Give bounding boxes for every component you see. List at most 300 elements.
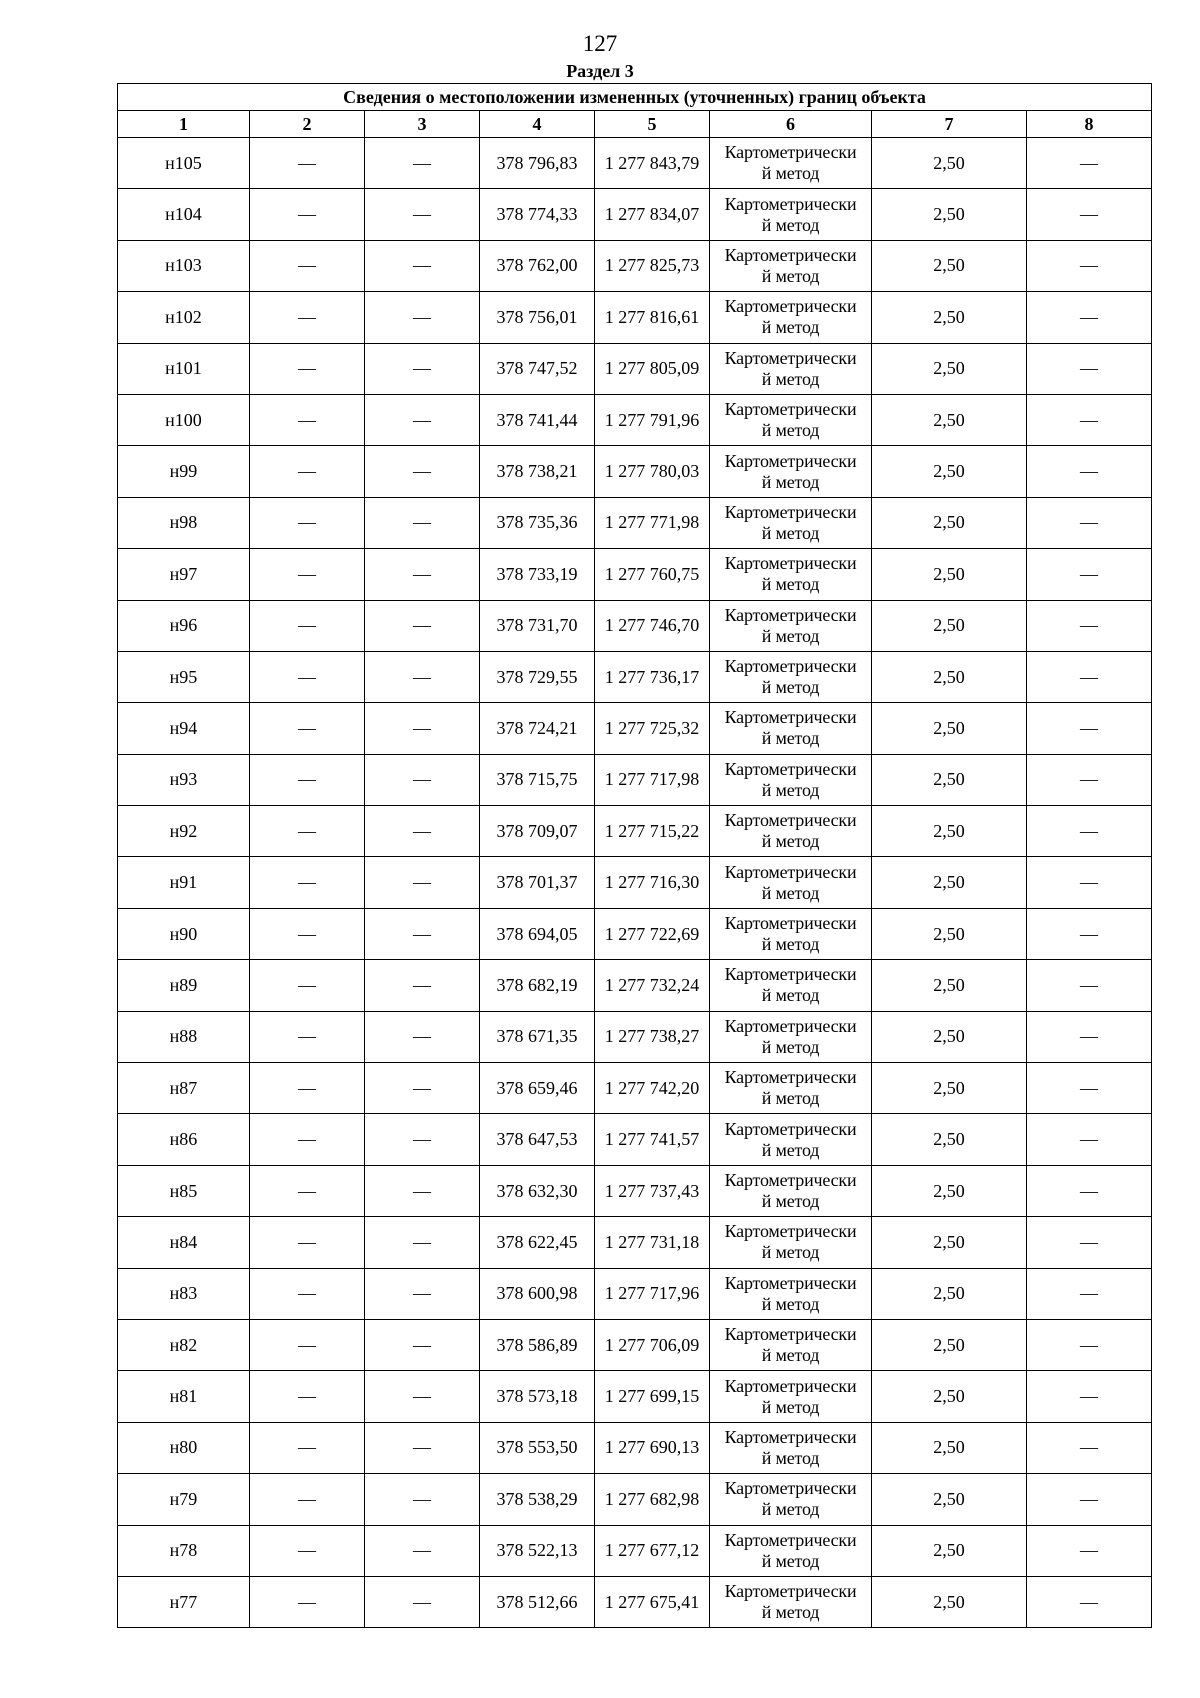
accuracy-cell: 2,50 <box>872 549 1027 600</box>
column-3-cell: — <box>365 1422 480 1473</box>
method-cell <box>710 857 872 908</box>
table-row <box>118 857 1152 908</box>
method-line-2: й метод <box>761 420 820 441</box>
method-cell <box>710 754 872 805</box>
accuracy-cell: 2,50 <box>872 600 1027 651</box>
column-3-cell: — <box>365 1474 480 1525</box>
x-coordinate-cell: 378 733,19 <box>480 549 595 600</box>
column-2-cell: — <box>250 292 365 343</box>
table-row <box>118 1319 1152 1370</box>
column-8-cell: — <box>1027 1371 1152 1422</box>
accuracy-cell: 2,50 <box>872 703 1027 754</box>
column-number-5: 5 <box>595 111 710 138</box>
x-coordinate-cell: 378 735,36 <box>480 497 595 548</box>
accuracy-cell: 2,50 <box>872 1114 1027 1165</box>
method-line-1: Картометрически <box>724 1067 857 1088</box>
method-line-2: й метод <box>761 471 820 492</box>
column-8-cell: — <box>1027 960 1152 1011</box>
point-cell: н77 <box>118 1576 250 1627</box>
column-8-cell: — <box>1027 806 1152 857</box>
accuracy-cell: 2,50 <box>872 1576 1027 1627</box>
x-coordinate-cell: 378 682,19 <box>480 960 595 1011</box>
column-number-4: 4 <box>480 111 595 138</box>
y-coordinate-cell: 1 277 843,79 <box>595 138 710 189</box>
x-coordinate-cell: 378 586,89 <box>480 1319 595 1370</box>
table-row <box>118 189 1152 240</box>
point-cell: н83 <box>118 1268 250 1319</box>
accuracy-cell: 2,50 <box>872 240 1027 291</box>
column-2-cell: — <box>250 497 365 548</box>
column-2-cell: — <box>250 1268 365 1319</box>
column-8-cell: — <box>1027 189 1152 240</box>
y-coordinate-cell: 1 277 699,15 <box>595 1371 710 1422</box>
method-cell <box>710 1422 872 1473</box>
table-caption: Сведения о местоположении измененных (уточненных) границ объекта <box>118 84 1152 111</box>
column-2-cell: — <box>250 1474 365 1525</box>
point-cell: н104 <box>118 189 250 240</box>
method-cell <box>710 1165 872 1216</box>
method-cell <box>710 1217 872 1268</box>
table-row <box>118 1268 1152 1319</box>
method-line-1: Картометрически <box>724 810 857 831</box>
x-coordinate-cell: 378 553,50 <box>480 1422 595 1473</box>
table-row <box>118 138 1152 189</box>
y-coordinate-cell: 1 277 706,09 <box>595 1319 710 1370</box>
x-coordinate-cell: 378 747,52 <box>480 343 595 394</box>
method-line-1: Картометрически <box>724 964 857 985</box>
y-coordinate-cell: 1 277 690,13 <box>595 1422 710 1473</box>
table-row <box>118 394 1152 445</box>
column-3-cell: — <box>365 343 480 394</box>
method-cell <box>710 1063 872 1114</box>
column-3-cell: — <box>365 806 480 857</box>
table-row <box>118 754 1152 805</box>
accuracy-cell: 2,50 <box>872 343 1027 394</box>
y-coordinate-cell: 1 277 716,30 <box>595 857 710 908</box>
y-coordinate-cell: 1 277 675,41 <box>595 1576 710 1627</box>
accuracy-cell: 2,50 <box>872 908 1027 959</box>
column-2-cell: — <box>250 1165 365 1216</box>
column-number-row <box>118 111 1152 138</box>
column-2-cell: — <box>250 1011 365 1062</box>
point-cell: н98 <box>118 497 250 548</box>
method-line-1: Картометрически <box>724 707 857 728</box>
method-line-2: й метод <box>761 779 820 800</box>
column-8-cell: — <box>1027 394 1152 445</box>
column-2-cell: — <box>250 1371 365 1422</box>
table-row <box>118 1474 1152 1525</box>
method-line-1: Картометрически <box>724 1221 857 1242</box>
y-coordinate-cell: 1 277 682,98 <box>595 1474 710 1525</box>
x-coordinate-cell: 378 522,13 <box>480 1525 595 1576</box>
column-2-cell: — <box>250 1319 365 1370</box>
method-line-2: й метод <box>761 831 820 852</box>
table-row <box>118 1165 1152 1216</box>
column-2-cell: — <box>250 240 365 291</box>
method-cell <box>710 1268 872 1319</box>
method-line-1: Картометрически <box>724 296 857 317</box>
column-8-cell: — <box>1027 1114 1152 1165</box>
method-cell <box>710 1525 872 1576</box>
y-coordinate-cell: 1 277 717,98 <box>595 754 710 805</box>
method-line-2: й метод <box>761 214 820 235</box>
column-8-cell: — <box>1027 1063 1152 1114</box>
column-8-cell: — <box>1027 292 1152 343</box>
point-cell: н85 <box>118 1165 250 1216</box>
point-cell: н96 <box>118 600 250 651</box>
column-3-cell: — <box>365 1217 480 1268</box>
column-3-cell: — <box>365 292 480 343</box>
y-coordinate-cell: 1 277 737,43 <box>595 1165 710 1216</box>
column-2-cell: — <box>250 960 365 1011</box>
coordinates-table <box>117 83 1152 1628</box>
method-line-2: й метод <box>761 574 820 595</box>
x-coordinate-cell: 378 741,44 <box>480 394 595 445</box>
method-cell <box>710 497 872 548</box>
column-3-cell: — <box>365 651 480 702</box>
column-3-cell: — <box>365 1525 480 1576</box>
column-3-cell: — <box>365 240 480 291</box>
method-cell <box>710 1319 872 1370</box>
point-cell: н102 <box>118 292 250 343</box>
column-3-cell: — <box>365 1011 480 1062</box>
method-line-2: й метод <box>761 317 820 338</box>
column-2-cell: — <box>250 138 365 189</box>
column-number-2: 2 <box>250 111 365 138</box>
y-coordinate-cell: 1 277 791,96 <box>595 394 710 445</box>
point-cell: н89 <box>118 960 250 1011</box>
point-cell: н105 <box>118 138 250 189</box>
column-2-cell: — <box>250 1114 365 1165</box>
x-coordinate-cell: 378 622,45 <box>480 1217 595 1268</box>
method-line-2: й метод <box>761 728 820 749</box>
column-8-cell: — <box>1027 549 1152 600</box>
column-3-cell: — <box>365 394 480 445</box>
column-2-cell: — <box>250 806 365 857</box>
column-number-1: 1 <box>118 111 250 138</box>
x-coordinate-cell: 378 729,55 <box>480 651 595 702</box>
y-coordinate-cell: 1 277 725,32 <box>595 703 710 754</box>
table-row <box>118 549 1152 600</box>
column-3-cell: — <box>365 1165 480 1216</box>
method-line-2: й метод <box>761 1139 820 1160</box>
column-number-3: 3 <box>365 111 480 138</box>
column-8-cell: — <box>1027 1474 1152 1525</box>
method-line-2: й метод <box>761 265 820 286</box>
point-cell: н82 <box>118 1319 250 1370</box>
method-line-1: Картометрически <box>724 913 857 934</box>
x-coordinate-cell: 378 671,35 <box>480 1011 595 1062</box>
accuracy-cell: 2,50 <box>872 446 1027 497</box>
table-row <box>118 1371 1152 1422</box>
column-8-cell: — <box>1027 1422 1152 1473</box>
table-row <box>118 1114 1152 1165</box>
method-line-2: й метод <box>761 625 820 646</box>
method-line-2: й метод <box>761 1345 820 1366</box>
method-cell <box>710 446 872 497</box>
y-coordinate-cell: 1 277 760,75 <box>595 549 710 600</box>
column-3-cell: — <box>365 908 480 959</box>
method-cell <box>710 549 872 600</box>
method-cell <box>710 703 872 754</box>
accuracy-cell: 2,50 <box>872 1063 1027 1114</box>
method-line-1: Картометрически <box>724 142 857 163</box>
method-line-2: й метод <box>761 1396 820 1417</box>
column-2-cell: — <box>250 394 365 445</box>
column-3-cell: — <box>365 446 480 497</box>
accuracy-cell: 2,50 <box>872 1217 1027 1268</box>
x-coordinate-cell: 378 724,21 <box>480 703 595 754</box>
method-line-2: й метод <box>761 1293 820 1314</box>
column-number-7: 7 <box>872 111 1027 138</box>
column-8-cell: — <box>1027 1268 1152 1319</box>
column-3-cell: — <box>365 1319 480 1370</box>
method-line-1: Картометрически <box>724 193 857 214</box>
method-cell <box>710 1576 872 1627</box>
y-coordinate-cell: 1 277 741,57 <box>595 1114 710 1165</box>
y-coordinate-cell: 1 277 731,18 <box>595 1217 710 1268</box>
column-8-cell: — <box>1027 1525 1152 1576</box>
point-cell: н94 <box>118 703 250 754</box>
point-cell: н81 <box>118 1371 250 1422</box>
x-coordinate-cell: 378 731,70 <box>480 600 595 651</box>
table-row <box>118 446 1152 497</box>
accuracy-cell: 2,50 <box>872 1525 1027 1576</box>
accuracy-cell: 2,50 <box>872 1165 1027 1216</box>
column-3-cell: — <box>365 960 480 1011</box>
method-line-1: Картометрически <box>724 399 857 420</box>
table-row <box>118 1422 1152 1473</box>
table-row <box>118 651 1152 702</box>
column-3-cell: — <box>365 138 480 189</box>
column-2-cell: — <box>250 908 365 959</box>
column-2-cell: — <box>250 1576 365 1627</box>
method-line-2: й метод <box>761 1602 820 1623</box>
accuracy-cell: 2,50 <box>872 857 1027 908</box>
column-3-cell: — <box>365 497 480 548</box>
accuracy-cell: 2,50 <box>872 394 1027 445</box>
column-3-cell: — <box>365 1576 480 1627</box>
accuracy-cell: 2,50 <box>872 651 1027 702</box>
y-coordinate-cell: 1 277 746,70 <box>595 600 710 651</box>
point-cell: н78 <box>118 1525 250 1576</box>
column-3-cell: — <box>365 1268 480 1319</box>
method-line-1: Картометрически <box>724 1324 857 1345</box>
method-line-1: Картометрически <box>724 1426 857 1447</box>
x-coordinate-cell: 378 573,18 <box>480 1371 595 1422</box>
y-coordinate-cell: 1 277 715,22 <box>595 806 710 857</box>
method-cell <box>710 240 872 291</box>
column-2-cell: — <box>250 651 365 702</box>
column-2-cell: — <box>250 446 365 497</box>
accuracy-cell: 2,50 <box>872 806 1027 857</box>
column-8-cell: — <box>1027 1217 1152 1268</box>
x-coordinate-cell: 378 738,21 <box>480 446 595 497</box>
y-coordinate-cell: 1 277 677,12 <box>595 1525 710 1576</box>
column-3-cell: — <box>365 549 480 600</box>
column-8-cell: — <box>1027 138 1152 189</box>
accuracy-cell: 2,50 <box>872 189 1027 240</box>
method-cell <box>710 292 872 343</box>
method-line-1: Картометрически <box>724 758 857 779</box>
x-coordinate-cell: 378 756,01 <box>480 292 595 343</box>
method-line-2: й метод <box>761 1242 820 1263</box>
column-3-cell: — <box>365 1114 480 1165</box>
point-cell: н90 <box>118 908 250 959</box>
table-row <box>118 1217 1152 1268</box>
column-8-cell: — <box>1027 497 1152 548</box>
accuracy-cell: 2,50 <box>872 1371 1027 1422</box>
column-8-cell: — <box>1027 240 1152 291</box>
column-3-cell: — <box>365 703 480 754</box>
accuracy-cell: 2,50 <box>872 1319 1027 1370</box>
point-cell: н97 <box>118 549 250 600</box>
table-row <box>118 292 1152 343</box>
y-coordinate-cell: 1 277 722,69 <box>595 908 710 959</box>
y-coordinate-cell: 1 277 780,03 <box>595 446 710 497</box>
method-line-2: й метод <box>761 1088 820 1109</box>
column-3-cell: — <box>365 754 480 805</box>
x-coordinate-cell: 378 762,00 <box>480 240 595 291</box>
point-cell: н92 <box>118 806 250 857</box>
column-number-8: 8 <box>1027 111 1152 138</box>
column-8-cell: — <box>1027 1165 1152 1216</box>
column-number-6: 6 <box>710 111 872 138</box>
column-8-cell: — <box>1027 1576 1152 1627</box>
x-coordinate-cell: 378 600,98 <box>480 1268 595 1319</box>
column-8-cell: — <box>1027 1011 1152 1062</box>
method-cell <box>710 138 872 189</box>
column-2-cell: — <box>250 189 365 240</box>
column-3-cell: — <box>365 1371 480 1422</box>
y-coordinate-cell: 1 277 732,24 <box>595 960 710 1011</box>
column-2-cell: — <box>250 600 365 651</box>
column-2-cell: — <box>250 754 365 805</box>
column-8-cell: — <box>1027 600 1152 651</box>
method-line-1: Картометрически <box>724 1015 857 1036</box>
accuracy-cell: 2,50 <box>872 1268 1027 1319</box>
method-cell <box>710 806 872 857</box>
point-cell: н84 <box>118 1217 250 1268</box>
method-line-2: й метод <box>761 522 820 543</box>
table-row <box>118 960 1152 1011</box>
point-cell: н91 <box>118 857 250 908</box>
table-row <box>118 240 1152 291</box>
column-8-cell: — <box>1027 857 1152 908</box>
x-coordinate-cell: 378 715,75 <box>480 754 595 805</box>
method-line-2: й метод <box>761 985 820 1006</box>
method-line-1: Картометрически <box>724 347 857 368</box>
column-2-cell: — <box>250 1422 365 1473</box>
point-cell: н101 <box>118 343 250 394</box>
x-coordinate-cell: 378 538,29 <box>480 1474 595 1525</box>
table-row <box>118 703 1152 754</box>
method-line-2: й метод <box>761 677 820 698</box>
method-line-2: й метод <box>761 1447 820 1468</box>
method-cell <box>710 189 872 240</box>
point-cell: н100 <box>118 394 250 445</box>
method-line-1: Картометрически <box>724 1170 857 1190</box>
method-line-1: Картометрически <box>724 1478 857 1499</box>
accuracy-cell: 2,50 <box>872 1474 1027 1525</box>
x-coordinate-cell: 378 709,07 <box>480 806 595 857</box>
method-cell <box>710 1114 872 1165</box>
table-row <box>118 1576 1152 1627</box>
table-row <box>118 1011 1152 1062</box>
column-8-cell: — <box>1027 908 1152 959</box>
accuracy-cell: 2,50 <box>872 754 1027 805</box>
y-coordinate-cell: 1 277 771,98 <box>595 497 710 548</box>
column-3-cell: — <box>365 600 480 651</box>
y-coordinate-cell: 1 277 717,96 <box>595 1268 710 1319</box>
column-2-cell: — <box>250 343 365 394</box>
page-number: 127 <box>582 31 618 56</box>
method-line-1: Картометрически <box>724 1118 857 1139</box>
table-row <box>118 600 1152 651</box>
point-cell: н87 <box>118 1063 250 1114</box>
method-cell <box>710 1011 872 1062</box>
column-8-cell: — <box>1027 343 1152 394</box>
point-cell: н103 <box>118 240 250 291</box>
y-coordinate-cell: 1 277 816,61 <box>595 292 710 343</box>
table-row <box>118 806 1152 857</box>
y-coordinate-cell: 1 277 736,17 <box>595 651 710 702</box>
method-cell <box>710 343 872 394</box>
method-line-2: й метод <box>761 1550 820 1571</box>
method-line-1: Картометрически <box>724 1529 857 1550</box>
table-row <box>118 1063 1152 1114</box>
x-coordinate-cell: 378 659,46 <box>480 1063 595 1114</box>
x-coordinate-cell: 378 694,05 <box>480 908 595 959</box>
point-cell: н80 <box>118 1422 250 1473</box>
method-line-1: Картометрически <box>724 604 857 625</box>
x-coordinate-cell: 378 632,30 <box>480 1165 595 1216</box>
table-row <box>118 908 1152 959</box>
method-cell <box>710 1474 872 1525</box>
method-cell <box>710 600 872 651</box>
point-cell: н88 <box>118 1011 250 1062</box>
y-coordinate-cell: 1 277 738,27 <box>595 1011 710 1062</box>
method-line-2: й метод <box>761 934 820 955</box>
table-row <box>118 343 1152 394</box>
method-line-2: й метод <box>761 1036 820 1057</box>
column-2-cell: — <box>250 1217 365 1268</box>
y-coordinate-cell: 1 277 742,20 <box>595 1063 710 1114</box>
column-2-cell: — <box>250 1525 365 1576</box>
table-row <box>118 1525 1152 1576</box>
column-2-cell: — <box>250 703 365 754</box>
x-coordinate-cell: 378 796,83 <box>480 138 595 189</box>
accuracy-cell: 2,50 <box>872 1011 1027 1062</box>
method-cell <box>710 394 872 445</box>
table-caption-row <box>118 84 1152 111</box>
point-cell: н79 <box>118 1474 250 1525</box>
accuracy-cell: 2,50 <box>872 292 1027 343</box>
point-cell: н86 <box>118 1114 250 1165</box>
column-2-cell: — <box>250 1063 365 1114</box>
x-coordinate-cell: 378 701,37 <box>480 857 595 908</box>
method-line-2: й метод <box>761 368 820 389</box>
x-coordinate-cell: 378 512,66 <box>480 1576 595 1627</box>
method-line-1: Картометрически <box>724 450 857 471</box>
x-coordinate-cell: 378 774,33 <box>480 189 595 240</box>
column-3-cell: — <box>365 189 480 240</box>
column-8-cell: — <box>1027 1319 1152 1370</box>
column-2-cell: — <box>250 857 365 908</box>
accuracy-cell: 2,50 <box>872 960 1027 1011</box>
method-cell <box>710 651 872 702</box>
method-line-1: Картометрически <box>724 244 857 265</box>
